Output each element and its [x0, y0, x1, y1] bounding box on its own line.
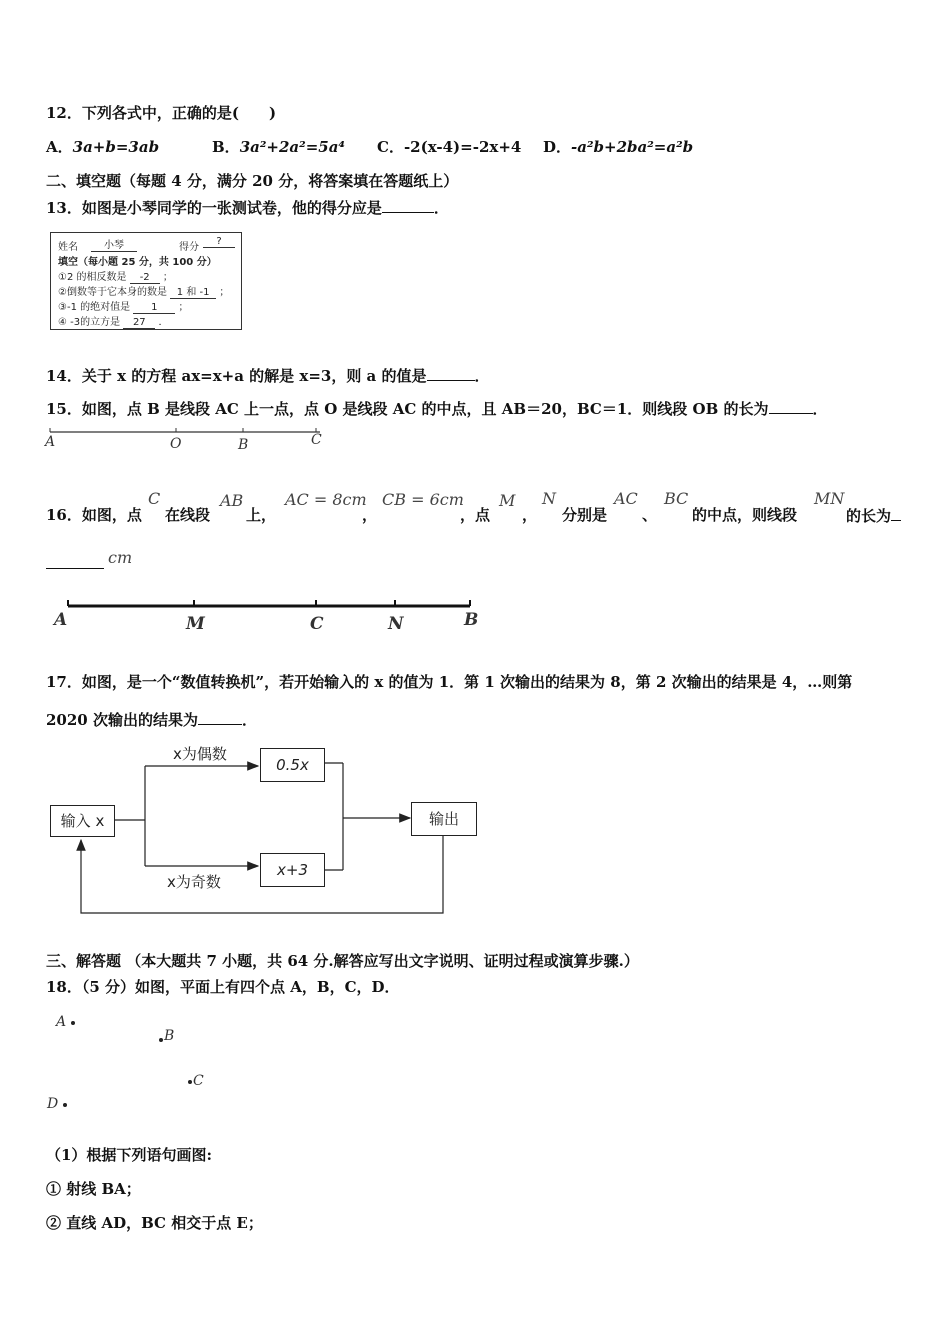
q15-label-b: B [238, 437, 249, 453]
q16-dun: 、 [642, 506, 658, 524]
q16-unit: cm [108, 548, 133, 567]
q12-option-c: C．-2(x-4)=-2x+4 [377, 138, 522, 156]
q18-sub1: （1）根据下列语句画图: [46, 1146, 212, 1164]
q16-text-3: 上， [246, 506, 277, 524]
q16-label-a: A [54, 610, 68, 630]
q12-option-a: A．3a+b=3ab [46, 138, 160, 156]
q16-eq-cb: CB = 6cm [382, 490, 464, 509]
card-score-value: ? [203, 236, 235, 248]
section3-title: 三、解答题 （本大题共 7 小题，共 64 分.解答应写出文字说明、证明过程或演算步骤.） [46, 952, 639, 970]
q15-label-c: C [311, 432, 322, 448]
flow-odd-label: x为奇数 [167, 873, 221, 891]
q16-var-ab: AB [220, 491, 244, 510]
q16-var-mn: MN [814, 489, 845, 508]
q12-option-d: D．-a²b+2ba²=a²b [543, 138, 694, 156]
q16-text-4: ，点 [460, 506, 491, 524]
card-score-label: 得分 [179, 242, 199, 253]
flow-odd-op-box: x+3 [260, 853, 325, 887]
flow-even-label: x为偶数 [173, 745, 227, 763]
card-header: 填空（每小题 25 分，共 100 分） [58, 257, 217, 268]
q18-point-a [71, 1021, 75, 1025]
q16-var-c: C [148, 489, 161, 508]
q13-stem: 13．如图是小琴同学的一张测试卷，他的得分应是 ． [46, 199, 449, 217]
q12-option-b: B．3a²+2a²=5a⁴ [212, 138, 346, 156]
q15-label-o: O [170, 436, 182, 452]
q12-stem: 12．下列各式中，正确的是( ) [46, 104, 277, 122]
q16-label-m: M [186, 614, 205, 634]
flow-even-op-box: 0.5x [260, 748, 325, 782]
q18-label-a: A [56, 1014, 67, 1030]
q14-stem: 14．关于 x 的方程 ax=x+a 的解是 x=3，则 a 的值是 ． [46, 367, 490, 385]
card-item-2: ②倒数等于它本身的数是 1 和 -1 ； [58, 283, 229, 299]
q18-label-b: B [164, 1028, 175, 1044]
q16-text-6: 的中点，则线段 [692, 506, 798, 524]
q16-var-n: N [542, 489, 556, 508]
q16-text-7: 的长为 [846, 506, 901, 525]
q18-stem: 18．（5 分）如图，平面上有四个点 A，B，C，D． [46, 978, 400, 996]
section2-title: 二、填空题（每题 4 分，满分 20 分，将答案填在答题纸上） [46, 172, 459, 190]
q18-label-d: D [47, 1096, 59, 1112]
q16-eq-ac: AC = 8cm [285, 490, 367, 509]
card-name-value: 小琴 [91, 236, 137, 252]
card-item-3: ③-1 的绝对值是 1 ； [58, 302, 189, 313]
q16-text-2: 在线段 [165, 506, 211, 524]
q16-var-ac: AC [614, 489, 638, 508]
q16-label-c: C [310, 614, 324, 634]
q17-line-2: 2020 次输出的结果为 ． [46, 711, 257, 729]
q16-var-bc: BC [664, 489, 689, 508]
q16-label-n: N [388, 614, 404, 634]
flow-output-box: 输出 [411, 802, 477, 836]
q15-label-a: A [45, 434, 56, 450]
q18-point-b [159, 1038, 163, 1042]
q17-line-1: 17．如图，是一个“数值转换机”，若开始输入的 x 的值为 1．第 1 次输出的结果为 8，第 2 次输出的结果是 4，…则第 [46, 673, 853, 691]
q18-step1: ① 射线 BA； [46, 1180, 141, 1198]
card-item-1: ①2 的相反数是 -2 ； [58, 272, 173, 283]
q16-text-1: 16．如图，点 [46, 506, 142, 524]
card-name-label: 姓名 [58, 242, 78, 253]
q18-label-c: C [193, 1073, 204, 1089]
flow-input-box: 输入 x [50, 805, 115, 837]
q16-comma-2: ， [522, 506, 538, 524]
q18-step2: ② 直线 AD，BC 相交于点 E； [46, 1214, 263, 1232]
q16-label-b: B [464, 610, 479, 630]
q16-comma-1: ， [362, 506, 378, 524]
q16-var-m: M [499, 491, 516, 510]
q18-point-c [188, 1080, 192, 1084]
q15-stem: 15．如图，点 B 是线段 AC 上一点，点 O 是线段 AC 的中点，且 AB＝20，BC＝1．则线段 OB 的长为 ． [46, 400, 828, 418]
card-item-4: ④ -3的立方是 27 ． [58, 317, 169, 328]
q18-point-d [63, 1103, 67, 1107]
q16-text-5: 分别是 [562, 506, 608, 524]
